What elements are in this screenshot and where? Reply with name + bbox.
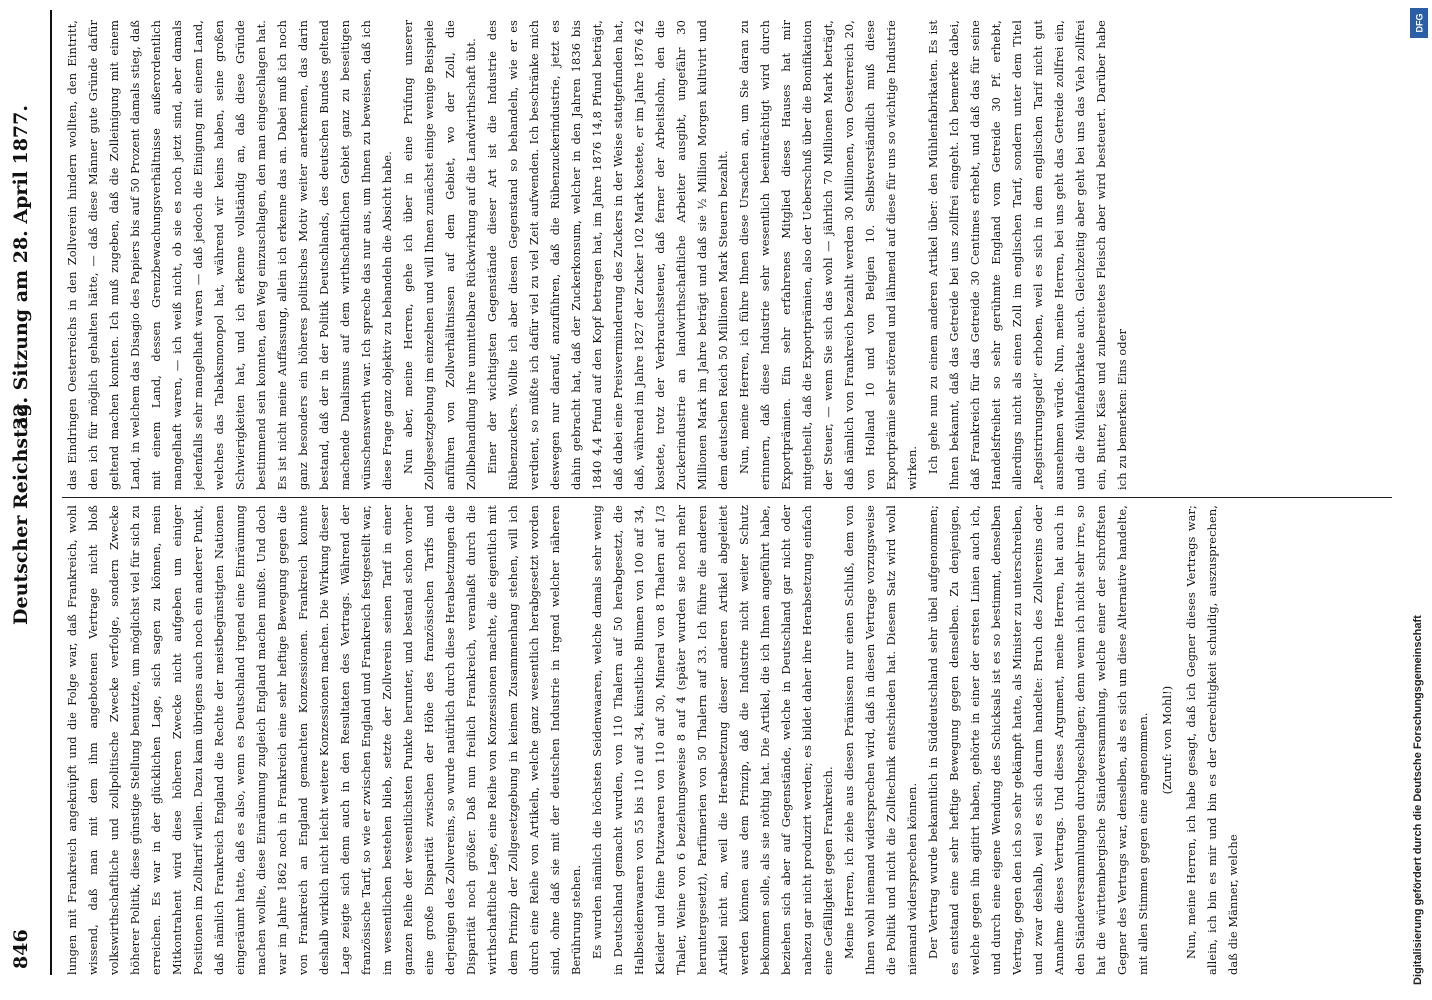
digitization-note	[1408, 25, 1428, 985]
digitization-note-text: Digitalisierung gefördert durch die Deutsche Forschungsgemeinschaft	[1412, 615, 1424, 985]
page-header	[10, 10, 58, 975]
paragraph: Der Vertrag wurde bekanntlich in Süddeutschland sehr übel aufgenommen; es entstand eine sehr heftige Bewegung gegen denselben. Zu denjenigen, welche gegen ihn agitirt haben, gehörte in einer der ersten Linien auch ich, und durch eine eigene Wendung des Schicksals ist es so bestimmt, denselben Vertrag, gegen den ich so sehr gekämpft hatte, als Minister zu unterschreiben, und zwar deshalb, weil es sich darum handelte: Bruch des Zollvereins oder Annahme dieses Vertrags. Und dieses Argument, meine Herren, hat auch in den Ständeversammlungen durchgeschlagen; denn wenn ich nicht sehr irre, so hat die württembergische Ständeversammlung, welche einer der schroffsten Gegner des Vertrags war, denselben, als es sich um diese Alternative handelte, mit allen Stimmen gegen eine angenommen.	[926, 505, 1150, 975]
page-number: 846	[10, 929, 32, 969]
paragraph: Nun aber, meine Herren, gehe ich über in eine Prüfung unserer Zollgesetzgebung im einzelnen und will Ihnen zunächst einige wenige Beispiele anführen von Zollverhältnissen auf dem Gebiet, wo der Zoll, die Zollbehandlung ihre unmittelbare Rückwirkung auf die Landwirthschaft übt.	[401, 20, 478, 490]
right-column	[62, 20, 1392, 490]
paragraph: Es wurden nämlich die höchsten Seidenwaaren, welche damals sehr wenig in Deutschland gemacht wurden, von 110 Thalern auf 50 herabgesetzt, die Halbseidenwaaren von 55 bis 110 auf 34, künstliche Blumen von 100 auf 34, Kleider und feine Putzwaaren von 110 auf 30, Mineral von 8 Thalern auf 1/3 Thaler, Weine von 6 beziehungsweise 8 auf 4 (später wurden sie noch mehr heruntergesetzt), Parfümerien von 50 Thalern auf 33. Ich führe die anderen Artikel nicht an, weil die Herabsetzung dieser anderen Artikel abgeleitet werden können aus dem Prinzip, daß die Industrie nicht weiter Schutz bekommen solle, als sie nöthig hat. Die Artikel, die ich Ihnen angeführt habe, beziehen sich aber auf Gegenstände, welche in Deutschland gar nicht oder nahezu gar nicht produzirt werden; es bildet daher ihre Herabsetzung einfach eine Gefälligkeit gegen Frankreich.	[590, 505, 835, 975]
interjection: (Zuruf: von Mohl!)	[1160, 685, 1174, 795]
rotated-document-page	[10, 10, 1400, 975]
header-rule	[50, 10, 52, 975]
paragraph: Nun, meine Herren, ich habe gesagt, daß ich Gegner dieses Vertrags war; allein, ich bin es mir und bin es der Gerechtigkeit schuldig, auszusprechen, daß die Männer, welche	[1184, 505, 1240, 975]
publication-title: Deutscher Reichstag.	[10, 396, 32, 625]
left-column	[62, 505, 1392, 975]
paragraph: Einer der wichtigsten Gegenstände dieser Art ist die Industrie des Rübenzuckers. Wollte ich aber diesen Gegenstand so behandeln, wie er es verdient, so müßte ich dafür viel zu viel Zeit aufwenden. Ich beschränke mich deswegen nur darauf, anzuführen, daß die Rübenzuckerindustrie, jetzt es dahin gebracht hat, daß der Zuckerkonsum, welcher in den Jahren 1836 bis 1840 4,4 Pfund auf den Kopf betragen hat, im Jahre 1876 14,8 Pfund beträgt, daß dabei eine Preisverminderung des Zuckers in der Weise stattgefunden hat, daß, während im Jahre 1827 der Zucker 102 Mark kostete, er im Jahre 1876 42 kostete, trotz der Verbrauchssteuer, daß ferner der Arbeitslohn, den die Zuckerindustrie an landwirthschaftliche Arbeiter ausgibt, ungefähr 30 Millionen Mark im Jahre beträgt und daß sie ½ Million Morgen kultivirt und dem deutschen Reich 50 Millionen Mark Steuern bezahlt.	[485, 20, 730, 490]
dfg-logo-text: DFG	[1414, 13, 1424, 33]
session-title: 32. Sitzung am 28. April 1877.	[10, 105, 32, 430]
paragraph: lungen mit Frankreich angeknüpft und die Folge war, daß Frankreich, wohl wissend, daß man mit dem ihm angebotenen Vertrage nicht bloß volkswirthschaftliche und zollpolitische Zwecke verfolge, sondern Zwecke höherer Politik, diese günstige Stellung benutzte, um möglichst viel für sich zu erreichen. Es war in der glücklichen Lage, sich sagen zu können, mein Mitkontrahent wird diese höheren Zwecke nicht aufgeben um einiger Positionen im Zolltarif willen. Dazu kam übrigens auch noch ein anderer Punkt, daß nämlich Frankreich England die Rechte der meistbegünstigten Nationen eingeräumt hatte, daß es also, wenn es Deutschland irgend eine Einräumung machen wollte, diese Einräumung zugleich England machen mußte. Und doch war im Jahre 1862 noch in Frankreich eine sehr heftige Bewegung gegen die von Frankreich an England gemachten Konzessionen. Frankreich konnte deshalb wirklich nicht leicht weitere Konzessionen machen. Die Wirkung dieser Lage zeigte sich denn auch in den Resultaten des Vertrags. Während der französische Tarif, so wie er zwischen England und Frankreich festgestellt war, im wesentlichen bestehen blieb, setzte der Zollverein seinen Tarif in einer ganzen Reihe der wesentlichsten Punkte herunter, und bestand schon vorher eine große Disparität zwischen der Höhe des französischen Tarifs und derjenigen des Zollvereins, so wurde natürlich durch diese Herabsetzungen die Disparität noch größer. Daß nun freilich Frankreich, veranlaßt durch die wirthschaftliche Lage, eine Reihe von Konzessionen machte, die eigentlich mit dem Prinzip der Zollgesetzgebung in keinem Zusammenhang stehen, will ich durch eine Reihe von Artikeln, welche ganz wesentlich herabgesetzt worden sind, ohne daß sie mit der deutschen Industrie in irgend welcher näheren Berührung stehen.	[65, 505, 583, 975]
paragraph: Meine Herren, ich ziehe aus diesen Prämissen nur einen Schluß, dem von Ihnen wohl niemand widersprechen wird, daß in diesen Vertrage vorzugsweise die Politik und nicht die Zolltechnik entschieden hat. Diesem Satz wird wohl niemand widersprechen können.	[842, 505, 919, 975]
column-divider	[62, 497, 1392, 498]
paragraph: das Eindringen Oesterreichs in den Zollverein hindern wollten, den Eintritt, den ich für möglich gehalten hätte, — daß diese Männer gute Gründe dafür geltend machen konnten. Ich muß zugeben, daß die Zolleinigung mit einem Land, in welchem das Disagio des Papiers bis auf 50 Prozent damals stieg, daß mit einem Land, dessen Grenzbewachungsverhältnisse außerordentlich mangelhaft waren, — ich weiß nicht, ob sie es noch jetzt sind, aber damals jedenfalls sehr mangelhaft waren — daß jedoch die Einigung mit einem Land, welches das Tabaksmonopol hat, während wir keins haben, seine großen Schwierigkeiten hat, und ich erkenne vollständig an, daß diese Gründe bestimmend sein konnten, den Weg einzuschlagen, den man eingeschlagen hat. Es ist nicht meine Auffassung, allein ich erkenne das an. Dabei muß ich noch ganz besonders ein höheres politisches Motiv weiter anerkennen, das darin bestand, daß der in der Politik Deutschlands, des deutschen Bundes geltend machende Dualismus auf dem wirthschaftlichen Gebiet ganz zu beseitigen wünschenswerth war. Ich spreche das nur aus, um Ihnen zu beweisen, daß ich diese Frage ganz objektiv zu behandeln die Absicht habe.	[65, 20, 394, 490]
paragraph: Nun, meine Herren, ich führe Ihnen diese Ursachen an, um Sie daran zu erinnern, daß diese Industrie sehr wesentlich beeinträchtigt wird durch Exportprämien. Ein sehr erfahrenes Mitglied dieses Hauses hat mir mitgetheilt, daß die Exportprämien, also der Ueberschuß über die Bonifikation der Steuer, — wenn Sie sich das wohl — jährlich 70 Millionen Mark beträgt, daß nämlich von Frankreich bezahlt werden 30 Millionen, von Oesterreich 20, von Holland 10 und von Belgien 10. Selbstverständlich muß diese Exportprämie sehr störend und lähmend auf diese für uns so wichtige Industrie wirken.	[737, 20, 919, 490]
paragraph: Ich gehe nun zu einem anderen Artikel über: den Mühlenfabrikaten. Es ist Ihnen bekannt, daß das Getreide bei uns zollfrei eingeht. Ich bemerke dabei, daß Frankreich für das Getreide 30 Centimes erhebt, und daß das für seine Handelsfreiheit so sehr gerühmte England vom Getreide 30 Pf. erhebt, allerdings nicht als einen Zoll im englischen Tarif, sondern unter dem Titel „Registrirungsgeld“ erhoben, weil es sich in dem englischen Tarif nicht gut ausnehmen würde. Nun, meine Herren, bei uns geht das Getreide zollfrei ein, und die Mühlenfabrikate auch. Gleichzeitig aber geht bei uns das Vieh zollfrei ein, Butter, Käse und zubereitetes Fleisch aber wird besteuert. Darüber habe ich zu bemerken: Eins oder	[926, 20, 1129, 490]
